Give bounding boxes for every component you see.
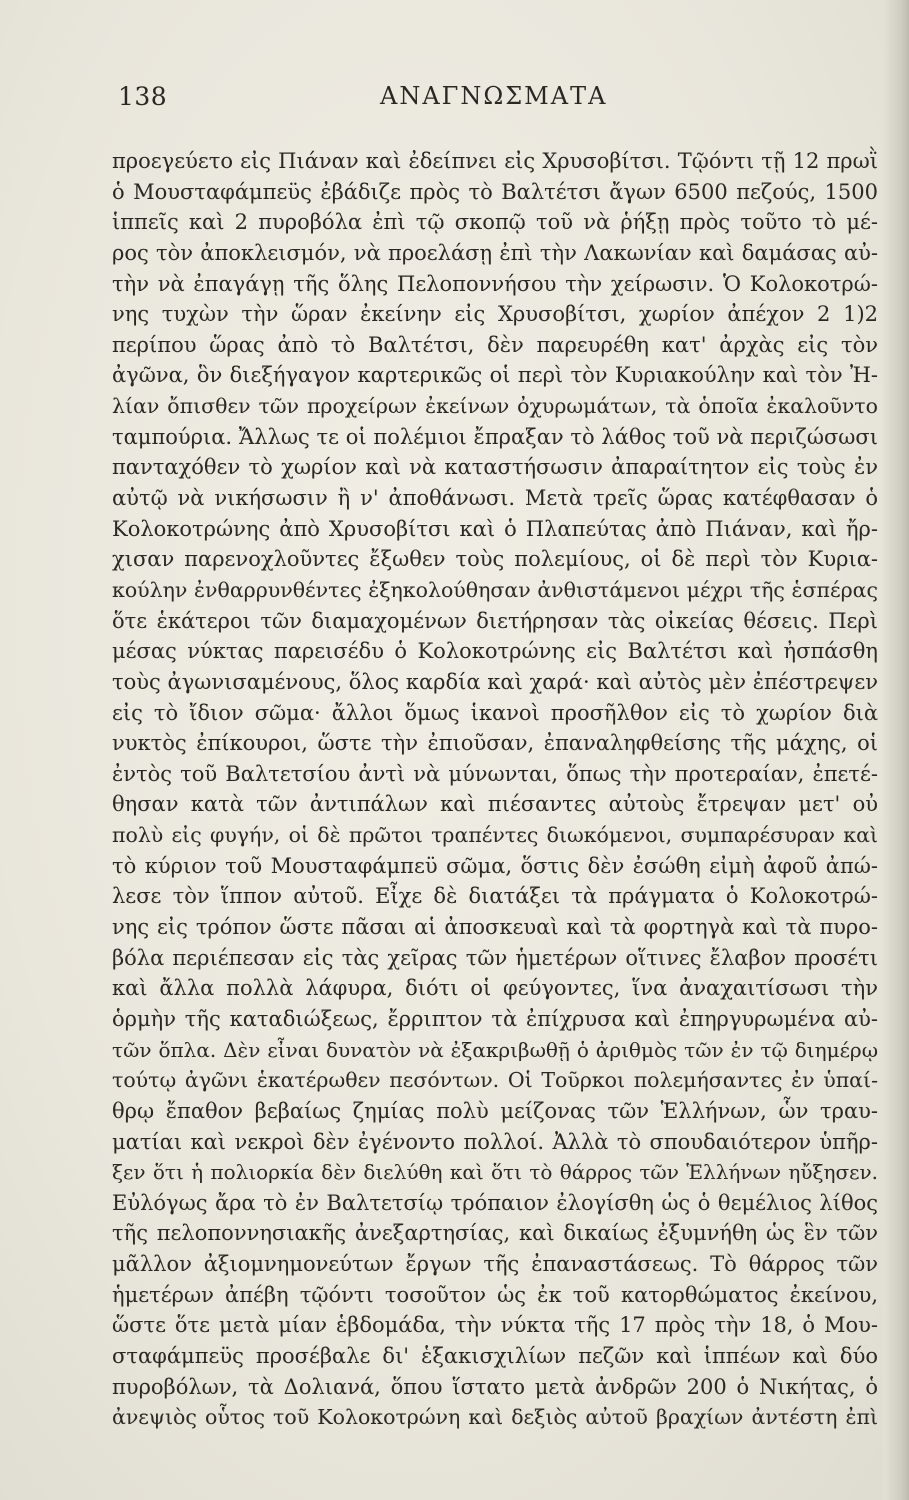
text-line: κούλην ἐνθαρρυνθέντες ἐξηκολούθησαν ἀνθιστάμενοι μέχρι τῆς ἑσπέρας (112, 577, 878, 602)
page-number: 138 (118, 82, 168, 111)
text-line: ἀνεψιὸς οὗτος τοῦ Κολοκοτρώνη καὶ δεξιὸς αὐτοῦ βραχίων ἀντέστη ἐπὶ (112, 1405, 878, 1430)
text-line: ταμπούρια. Ἄλλως τε οἱ πολέμιοι ἔπραξαν τὸ λάθος τοῦ νὰ περιζώσωσι (112, 424, 878, 449)
text-line: ρος τὸν ἀποκλεισμόν, νὰ προελάσῃ ἐπὶ τὴν Λακωνίαν καὶ δαμάσας αὐ- (112, 240, 878, 265)
text-line: προεγεύετο εἰς Πιάναν καὶ ἐδείπνει εἰς Χρυσοβίτσι. Τῷόντι τῇ 12 πρωῒ (112, 149, 878, 173)
text-line: τούτῳ ἀγῶνι ἑκατέρωθεν πεσόντων. Οἱ Τοῦρκοι πολεμήσαντες ἐν ὑπαί- (112, 1068, 878, 1093)
text-line: λίαν ὄπισθεν τῶν προχείρων ἐκείνων ὀχυρωμάτων, τὰ ὁποῖα ἐκαλοῦντο (112, 394, 878, 419)
text-line: νης εἰς τρόπον ὥστε πᾶσαι αἱ ἀποσκευαὶ καὶ τὰ φορτηγὰ καὶ τὰ πυρο- (112, 915, 878, 940)
text-line: θρῳ ἔπαθον βεβαίως ζημίας πολὺ μείζονας τῶν Ἑλλήνων, ὧν τραυ- (112, 1098, 878, 1123)
text-line: ὁ Μουσταφάμπεϋς ἐβάδιζε πρὸς τὸ Βαλτέτσι ἄγων 6500 πεζούς, 1500 (112, 179, 878, 204)
text-line: θησαν κατὰ τῶν ἀντιπάλων καὶ πιέσαντες αὐτοὺς ἔτρεψαν μετ' οὐ (112, 792, 878, 817)
text-line: ματίαι καὶ νεκροὶ δὲν ἐγένοντο πολλοί. Ἀλλὰ τὸ σπουδαιότερον ὑπῆρ- (112, 1129, 878, 1154)
text-line: λεσε τὸν ἵππον αὐτοῦ. Εἶχε δὲ διατάξει τὰ πράγματα ὁ Κολοκοτρώ- (112, 884, 878, 909)
text-line: μᾶλλον ἀξιομνημονεύτων ἔργων τῆς ἐπαναστάσεως. Τὸ θάρρος τῶν (112, 1252, 878, 1277)
text-line: ὅτε ἑκάτεροι τῶν διαμαχομένων διετήρησαν τὰς οἰκείας θέσεις. Περὶ (112, 608, 878, 633)
text-line: τὴν νὰ ἐπαγάγῃ τῆς ὅλης Πελοποννήσου τὴν χείρωσιν. Ὁ Κολοκοτρώ- (112, 271, 878, 296)
text-line: βόλα περιέπεσαν εἰς τὰς χεῖρας τῶν ἡμετέρων οἵτινες ἔλαβον προσέτι (112, 945, 878, 970)
text-line: ὥστε ὅτε μετὰ μίαν ἑβδομάδα, τὴν νύκτα τῆς 17 πρὸς τὴν 18, ὁ Μου- (112, 1313, 878, 1338)
text-line: ξεν ὅτι ἡ πολιορκία δὲν διελύθη καὶ ὅτι τὸ θάρρος τῶν Ἑλλήνων ηὔξησεν. (112, 1160, 878, 1185)
text-line: εἰς τὸ ἴδιον σῶμα· ἄλλοι ὅμως ἱκανοὶ προσῆλθον εἰς τὸ χωρίον διὰ (112, 700, 878, 725)
text-line: νης τυχὼν τὴν ὥραν ἐκείνην εἰς Χρυσοβίτσι, χωρίον ἀπέχον 2 1)2 (112, 302, 878, 327)
text-line: πυροβόλων, τὰ Δολιανά, ὅπου ἵστατο μετὰ ἀνδρῶν 200 ὁ Νικήτας, ὁ (112, 1374, 878, 1399)
text-line: τῶν ὅπλα. Δὲν εἶναι δυνατὸν νὰ ἐξακριβωθῇ ὁ ἀριθμὸς τῶν ἐν τῷ διημέρῳ (112, 1037, 878, 1062)
text-line: μέσας νύκτας παρεισέδυ ὁ Κολοκοτρώνης εἰς Βαλτέτσι καὶ ἠσπάσθη (112, 639, 878, 664)
text-line: σταφάμπεϋς προσέβαλε δι' ἑξακισχιλίων πεζῶν καὶ ἱππέων καὶ δύο (112, 1343, 878, 1368)
text-line: περίπου ὥρας ἀπὸ τὸ Βαλτέτσι, δὲν παρευρέθη κατ' ἀρχὰς εἰς τὸν (112, 332, 878, 357)
text-line: τοὺς ἀγωνισαμένους, ὅλος καρδία καὶ χαρά· καὶ αὐτὸς μὲν ἐπέστρεψεν (112, 669, 878, 694)
page-edge-shadow (883, 0, 909, 1500)
body-text (112, 146, 878, 1433)
text-line: τῆς πελοποννησιακῆς ἀνεξαρτησίας, καὶ δικαίως ἐξυμνήθη ὡς ἓν τῶν (112, 1221, 878, 1246)
text-line: πολὺ εἰς φυγήν, οἱ δὲ πρῶτοι τραπέντες διωκόμενοι, συμπαρέσυραν καὶ (112, 823, 878, 848)
text-line: αὐτῷ νὰ νικήσωσιν ἢ ν' ἀποθάνωσι. Μετὰ τρεῖς ὥρας κατέφθασαν ὁ (112, 486, 878, 511)
text-line: ἡμετέρων ἀπέβη τῷόντι τοσοῦτον ὡς ἐκ τοῦ κατορθώματος ἐκείνου, (112, 1282, 878, 1307)
page-header (0, 82, 909, 122)
text-line: πανταχόθεν τὸ χωρίον καὶ νὰ καταστήσωσιν ἀπαραίτητον εἰς τοὺς ἐν (112, 455, 878, 480)
text-line: ἐντὸς τοῦ Βαλτετσίου ἀντὶ νὰ μύνωνται, ὅπως τὴν προτεραίαν, ἐπετέ- (112, 761, 878, 786)
text-line: ἀγῶνα, ὃν διεξήγαγον καρτερικῶς οἱ περὶ τὸν Κυριακούλην καὶ τὸν Ἠ- (112, 363, 878, 388)
text-line: τὸ κύριον τοῦ Μουσταφάμπεϋ σῶμα, ὅστις δὲν ἐσώθη εἰμὴ ἀφοῦ ἀπώ- (112, 853, 878, 878)
text-line: νυκτὸς ἐπίκουροι, ὥστε τὴν ἐπιοῦσαν, ἐπαναληφθείσης τῆς μάχης, οἱ (112, 731, 878, 756)
text-line: Κολοκοτρώνης ἀπὸ Χρυσοβίτσι καὶ ὁ Πλαπεύτας ἀπὸ Πιάναν, καὶ ἤρ- (112, 516, 878, 541)
text-line: ἱππεῖς καὶ 2 πυροβόλα ἐπὶ τῷ σκοπῷ τοῦ νὰ ῥήξῃ πρὸς τοῦτο τὸ μέ- (112, 210, 878, 235)
running-title: ΑΝΑΓΝΩΣΜΑΤΑ (380, 82, 608, 110)
text-line: Εὐλόγως ἄρα τὸ ἐν Βαλτετσίῳ τρόπαιον ἐλογίσθη ὡς ὁ θεμέλιος λίθος (112, 1190, 878, 1215)
text-line: χισαν παρενοχλοῦντες ἔξωθεν τοὺς πολεμίους, οἱ δὲ περὶ τὸν Κυρια- (112, 547, 878, 572)
text-line: ὁρμὴν τῆς καταδιώξεως, ἔρριπτον τὰ ἐπίχρυσα καὶ ἐπηργυρωμένα αὐ- (112, 1006, 878, 1031)
text-line: καὶ ἄλλα πολλὰ λάφυρα, διότι οἱ φεύγοντες, ἵνα ἀναχαιτίσωσι τὴν (112, 976, 878, 1001)
